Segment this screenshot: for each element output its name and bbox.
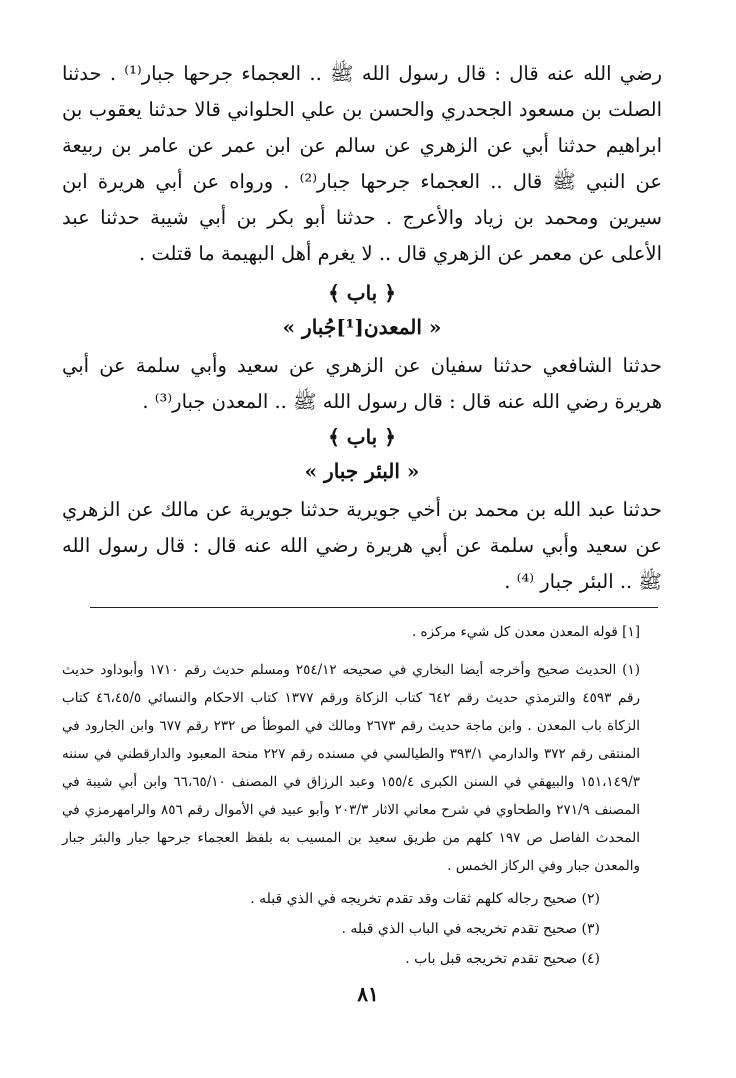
chapter-title-2: « البئر جبار » [304, 459, 420, 483]
footnote-bracket-1: [١] قوله المعدن معدن كل شيء مركزه . [411, 624, 640, 640]
main-text [62, 56, 662, 600]
hadith-paragraph-1: رضي الله عنه قال : قال رسول الله ﷺ .. العجماء جرحها جبار⁽¹⁾ . حدثنا الصلت بن مسعود الجحدري والحسن بن علي الحلواني قالا حدثنا يعقوب بن ابراهيم حدثنا أبي عن الزهري عن سالم عن ابن عمر عن عامر بن ربيعة عن النبي ﷺ قال .. العجماء جرحها جبار⁽²⁾ . ورواه عن أبي هريرة ابن سيرين ومحمد بن زياد والأعرج . حدثنا أبو بكر بن أبي شيبة حدثنا عبد الأعلى عن معمر عن الزهري قال .. لا يغرم أهل البهيمة ما قتلت . [62, 62, 662, 265]
footnote-1: (١) الحديث صحيح وأخرجه أيضا البخاري في صحيحه ٢٥٤/١٢ ومسلم حديث رقم ١٧١٠ وأبوداود حديث رقم ٤٥٩٣ والترمذي حديث رقم ٦٤٢ كتاب الزكاة ورقم ١٣٧٧ كتاب الاحكام والنسائي ٤٦،٤٥/٥ كتاب الزكاة باب المعدن . وابن ماجة حديث رقم ٢٦٧٣ ومالك في الموطأ ص ٢٣٢ رقم ٦٧٧ وابن الجارود في المنتقى رقم ٣٧٢ والدارمي ٣٩٣/١ والطيالسي في مسنده رقم ٢٢٧ منحة المعبود والدارقطني في سننه ١٥١،١٤٩/٣ والبيهقي في السنن الكبرى ١٥٥/٤ وعبد الرزاق في المصنف ٦٦،٦٥/١٠ وابن أبي شيبة في المصنف ٢٧١/٩ والطحاوي في شرح معاني الاثار ٢٠٣/٣ وأبو عبيد في الأموال رقم ٨٥٦ والرامهرمزي في المحدث الفاصل ص ١٩٧ كلهم من طريق سعيد بن المسيب به بلفظ العجماء جرحها جبار والبئر جبار والمعدن جبار وفي الركاز الخمس . [62, 662, 641, 874]
hadith-paragraph-3: حدثنا عبد الله بن محمد بن أخي جويرية حدثنا جويرية عن مالك عن الزهري عن سعيد وأبي سلمة عن أبي هريرة رضي الله عنه قال : قال رسول الله ﷺ .. البئر جبار ⁽⁴⁾ . [62, 498, 662, 593]
chapter-title-1: « المعدن[¹]جُبار » [282, 315, 442, 339]
footnotes [62, 618, 662, 974]
chapter-heading-2: ﴿ باب ﴾ [328, 425, 396, 449]
chapter-heading-1: ﴿ باب ﴾ [328, 281, 396, 305]
footnote-4: (٤) صحيح تقدم تخريجه قبل باب . [405, 951, 600, 967]
footnote-divider [90, 607, 658, 608]
page-number: ٨١ [357, 982, 379, 1006]
hadith-paragraph-2: حدثنا الشافعي حدثنا سفيان عن الزهري عن سعيد وأبي سلمة عن أبي هريرة رضي الله عنه قال : قال رسول الله ﷺ .. المعدن جبار⁽³⁾ . [62, 354, 662, 413]
footnote-2: (٢) صحيح رجاله كلهم ثقات وقد تقدم تخريجه في الذي قبله . [250, 891, 600, 907]
footnote-3: (٣) صحيح تقدم تخريجه في الباب الذي قبله . [341, 921, 600, 937]
